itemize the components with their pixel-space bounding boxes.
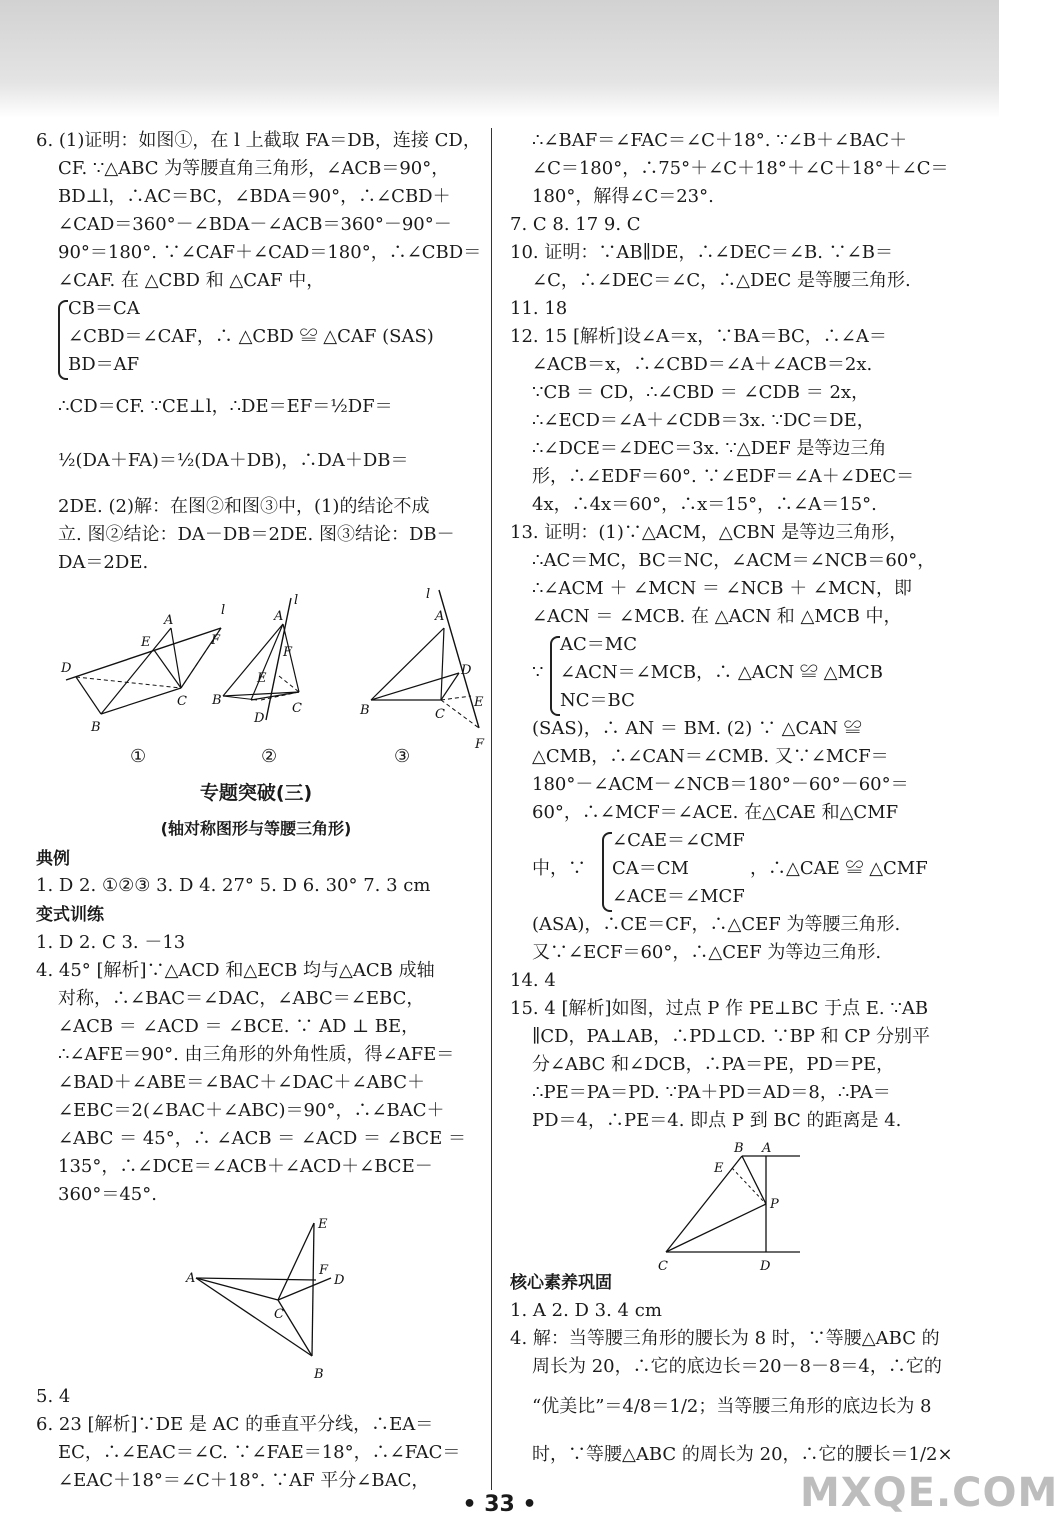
- figure-label: ②: [261, 746, 278, 767]
- svg-text:E: E: [318, 1217, 328, 1232]
- figure-group-q6: [61, 587, 485, 768]
- text-line: 180°－∠ACM－∠NCB＝180°－60°－60°＝: [532, 774, 909, 795]
- text-line: ∥CD，PA⊥AB，∴PD⊥CD. ∵BP 和 CP 分别平: [532, 1026, 930, 1047]
- text-line: AC＝MC: [560, 634, 637, 655]
- svg-text:E: E: [257, 671, 267, 686]
- text-line: 4. 45° [解析]∵△ACD 和△ECB 均与△ACB 成轴: [36, 960, 435, 981]
- text-line: 又∵∠ECF＝60°，∴△CEF 为等边三角形.: [532, 942, 882, 963]
- text-line: 6. 23 [解析]∵DE 是 AC 的垂直平分线，∴EA＝: [36, 1414, 434, 1435]
- svg-text:D: D: [334, 1273, 345, 1288]
- text-line: ∴CD＝CF. ∵CE⊥l，∴DE＝EF＝½DF＝: [58, 396, 393, 417]
- text-line: △CMB，∴∠CAN＝∠CMB. 又∵∠MCF＝: [532, 746, 889, 767]
- text-line: 14. 4: [510, 970, 556, 991]
- text-line: (ASA)，∴CE＝CF，∴△CEF 为等腰三角形.: [532, 914, 901, 935]
- svg-text:D: D: [254, 711, 265, 726]
- text-line: 4. 解：当等腰三角形的腰长为 8 时，∵等腰△ABC 的: [510, 1328, 940, 1349]
- svg-text:B: B: [360, 703, 370, 718]
- text-line: ∠ACN ＝ ∠MCB. 在 △ACN 和 △MCB 中，: [532, 606, 902, 627]
- heading-bianshi: 变式训练: [36, 905, 104, 925]
- svg-text:F: F: [319, 1263, 329, 1278]
- text-line: 11. 18: [510, 298, 568, 319]
- text-line: ∠CAF. 在 △CBD 和 △CAF 中，: [58, 270, 325, 291]
- svg-text:D: D: [61, 661, 72, 676]
- text-line: ∴∠DCE＝∠DEC＝3x. ∵△DEF 是等边三角: [532, 438, 887, 459]
- answer-line: 1. A 2. D 3. 4 cm: [510, 1300, 662, 1321]
- text-line: 2DE. (2)解：在图②和图③中，(1)的结论不成: [58, 496, 430, 517]
- text-line: 周长为 20，∴它的底边长＝20－8－8＝4，∴它的: [532, 1356, 942, 1377]
- text-line: ∠CBD＝∠CAF，∴ △CBD ≌ △CAF (SAS): [68, 326, 434, 347]
- svg-text:C: C: [292, 701, 302, 716]
- svg-text:B: B: [734, 1141, 744, 1156]
- text-line: DA＝2DE.: [58, 552, 149, 573]
- text-line: 形，∴∠EDF＝60°. ∵∠EDF＝∠A＋∠DEC＝: [532, 466, 915, 487]
- svg-text:C: C: [274, 1307, 284, 1322]
- section-subtitle: (轴对称图形与等腰三角形): [160, 819, 352, 838]
- text-line: BD⊥l，∴AC＝BC，∠BDA＝90°，∴∠CBD＋: [58, 186, 451, 207]
- text-line: 分∠ABC 和∠DCB，∴PA＝PE，PD＝PE，: [532, 1054, 895, 1075]
- svg-text:A: A: [435, 609, 445, 624]
- text-line: ∠ACN＝∠MCB，∴ △ACN ≌ △MCB: [560, 662, 883, 683]
- svg-text:F: F: [475, 737, 485, 752]
- text-line: “优美比”＝4/8＝1/2；当等腰三角形的底边长为 8: [532, 1396, 932, 1417]
- text-line: ∴PE＝PA＝PD. ∵PA＋PD＝AD＝8，∴PA＝: [532, 1082, 891, 1103]
- figure-q4: [186, 1217, 366, 1382]
- text-line: ∴∠ECD＝∠A＋∠CDB＝3x. ∵DC＝DE，: [532, 410, 875, 431]
- text-line: 12. 15 [解析]设∠A＝x，∵BA＝BC，∴∠A＝: [510, 326, 887, 347]
- system-brace: [58, 300, 68, 380]
- text-line: NC＝BC: [560, 690, 635, 711]
- svg-text:E: E: [141, 635, 151, 650]
- figure-q15: [650, 1141, 810, 1286]
- text-line: 60°，∴∠MCF＝∠ACE. 在△CAE 和△CMF: [532, 802, 899, 823]
- text-line: CF. ∵△ABC 为等腰直角三角形，∠ACB＝90°，: [58, 158, 450, 179]
- column-divider: [491, 128, 492, 1490]
- text-line: 180°，解得∠C＝23°.: [532, 186, 714, 207]
- svg-text:l: l: [426, 587, 431, 602]
- text-line: ∠ACB ＝ ∠ACD ＝ ∠BCE. ∵ AD ⊥ BE，: [58, 1016, 420, 1037]
- text-line: ∠ACE＝∠MCF: [612, 886, 745, 907]
- figure-1: [60, 603, 225, 735]
- text-line: 135°，∴∠DCE＝∠ACB＋∠ACD＋∠BCE－: [58, 1156, 433, 1177]
- page-number: • 33 •: [462, 1492, 537, 1517]
- svg-text:A: A: [164, 613, 174, 628]
- figure-label: ③: [394, 746, 411, 767]
- text-line: ∴∠AFE＝90°. 由三角形的外角性质，得∠AFE＝: [58, 1044, 455, 1065]
- text-line: 6. (1)证明：如图①，在 l 上截取 FA＝DB，连接 CD，: [36, 130, 481, 151]
- text-line: ∠CAE＝∠CMF: [612, 830, 745, 851]
- text-line: 立. 图②结论：DA－DB＝2DE. 图③结论：DB－: [58, 524, 455, 545]
- text-line: 中，∵: [532, 858, 586, 879]
- text-line: 对称，∴∠BAC＝∠DAC，∠ABC＝∠EBC，: [58, 988, 425, 1009]
- svg-text:A: A: [274, 609, 284, 624]
- section-title: 专题突破(三): [199, 782, 313, 804]
- because-symbol: ∵: [532, 662, 544, 683]
- text-line: CB＝CA: [68, 298, 140, 319]
- text-line: 时，∵等腰△ABC 的周长为 20，∴它的腰长＝1/2×: [532, 1444, 953, 1465]
- heading-hexin: 核心素养巩固: [510, 1273, 612, 1293]
- figure-label: ①: [130, 746, 147, 767]
- text-line: ∠EAC＋18°＝∠C＋18°. ∵AF 平分∠BAC，: [58, 1470, 430, 1491]
- svg-text:F: F: [283, 645, 293, 660]
- figure-3: [359, 587, 485, 752]
- watermark: MXQE.COM: [800, 1470, 1058, 1516]
- text-line: ∵CB ＝ CD，∴∠CBD ＝ ∠CDB ＝ 2x，: [532, 382, 870, 403]
- svg-text:F: F: [211, 633, 221, 648]
- svg-text:B: B: [91, 720, 101, 735]
- text-line: ∠BAD＋∠ABE＝∠BAC＋∠DAC＋∠ABC＋: [58, 1072, 425, 1093]
- text-line: ∠C，∴∠DEC＝∠C，∴△DEC 是等腰三角形.: [532, 270, 911, 291]
- text-line: BD＝AF: [68, 354, 140, 375]
- text-line: ∴∠ACM ＋ ∠MCN ＝ ∠NCB ＋ ∠MCN，即: [532, 578, 912, 599]
- text-line: ∠C＝180°，∴75°＋∠C＋18°＋∠C＋18°＋∠C＝: [532, 158, 949, 179]
- text-line: 7. C 8. 17 9. C: [510, 214, 641, 235]
- text-line: 13. 证明：(1)∵△ACM，△CBN 是等边三角形，: [510, 522, 908, 543]
- text-line: ∴AC＝MC，BC＝NC，∠ACM＝∠NCB＝60°，: [532, 550, 936, 571]
- system-brace: [602, 832, 612, 912]
- text-line: CA＝CM: [612, 858, 689, 879]
- text-line: ∠ABC ＝ 45°，∴ ∠ACB ＝ ∠ACD ＝ ∠BCE ＝: [58, 1128, 467, 1149]
- text-line: ∠CAD＝360°－∠BDA－∠ACB＝360°－90°－: [58, 214, 452, 235]
- answer-line: 1. D 2. C 3. －13: [36, 932, 186, 953]
- svg-text:C: C: [658, 1259, 668, 1274]
- svg-text:B: B: [314, 1367, 324, 1382]
- text-line: 90°＝180°. ∵∠CAF＋∠CAD＝180°，∴∠CBD＝: [58, 242, 482, 263]
- system-brace: [550, 636, 560, 716]
- svg-text:B: B: [212, 693, 222, 708]
- svg-text:l: l: [221, 603, 226, 618]
- svg-text:C: C: [435, 707, 445, 722]
- text-line: 10. 证明：∵AB∥DE，∴∠DEC＝∠B. ∵∠B＝: [510, 242, 893, 263]
- text-line: 15. 4 [解析]如图，过点 P 作 PE⊥BC 于点 E. ∵AB: [510, 998, 929, 1019]
- scan-top-shadow: [0, 0, 999, 118]
- heading-dianli: 典例: [36, 849, 70, 869]
- text-line: ∠ACB＝x，∴∠CBD＝∠A＋∠ACB＝2x.: [532, 354, 873, 375]
- svg-text:E: E: [474, 695, 484, 710]
- text-line: PD＝4，∴PE＝4. 即点 P 到 BC 的距离是 4.: [532, 1110, 902, 1131]
- text-line: EC，∴∠EAC＝∠C. ∵∠FAE＝18°，∴∠FAC＝: [58, 1442, 461, 1463]
- text-line: (SAS)，∴ AN ＝ BM. (2) ∵ △CAN ≌: [532, 718, 862, 739]
- text-line: ，∴△CAE ≌ △CMF: [750, 858, 928, 879]
- svg-text:A: A: [186, 1271, 196, 1286]
- svg-text:D: D: [461, 663, 472, 678]
- text-line: 4x，∴4x＝60°，∴x＝15°，∴∠A＝15°.: [532, 494, 877, 515]
- svg-text:P: P: [770, 1197, 779, 1212]
- text-line: 5. 4: [36, 1386, 71, 1407]
- text-line: 360°＝45°.: [58, 1184, 157, 1205]
- text-line: ∴∠BAF＝∠FAC＝∠C＋18°. ∵∠B＋∠BAC＋: [532, 130, 908, 151]
- text-line: ½(DA＋FA)＝½(DA＋DB)，∴DA＋DB＝: [58, 450, 409, 471]
- svg-text:D: D: [760, 1259, 771, 1274]
- answer-line: 1. D 2. ①②③ 3. D 4. 27° 5. D 6. 30° 7. 3 cm: [36, 875, 431, 896]
- svg-text:E: E: [714, 1161, 724, 1176]
- svg-text:C: C: [177, 694, 187, 709]
- svg-text:l: l: [294, 593, 299, 608]
- text-line: ∠EBC＝2(∠BAC＋∠ABC)＝90°，∴∠BAC＋: [58, 1100, 445, 1121]
- svg-text:A: A: [762, 1141, 772, 1156]
